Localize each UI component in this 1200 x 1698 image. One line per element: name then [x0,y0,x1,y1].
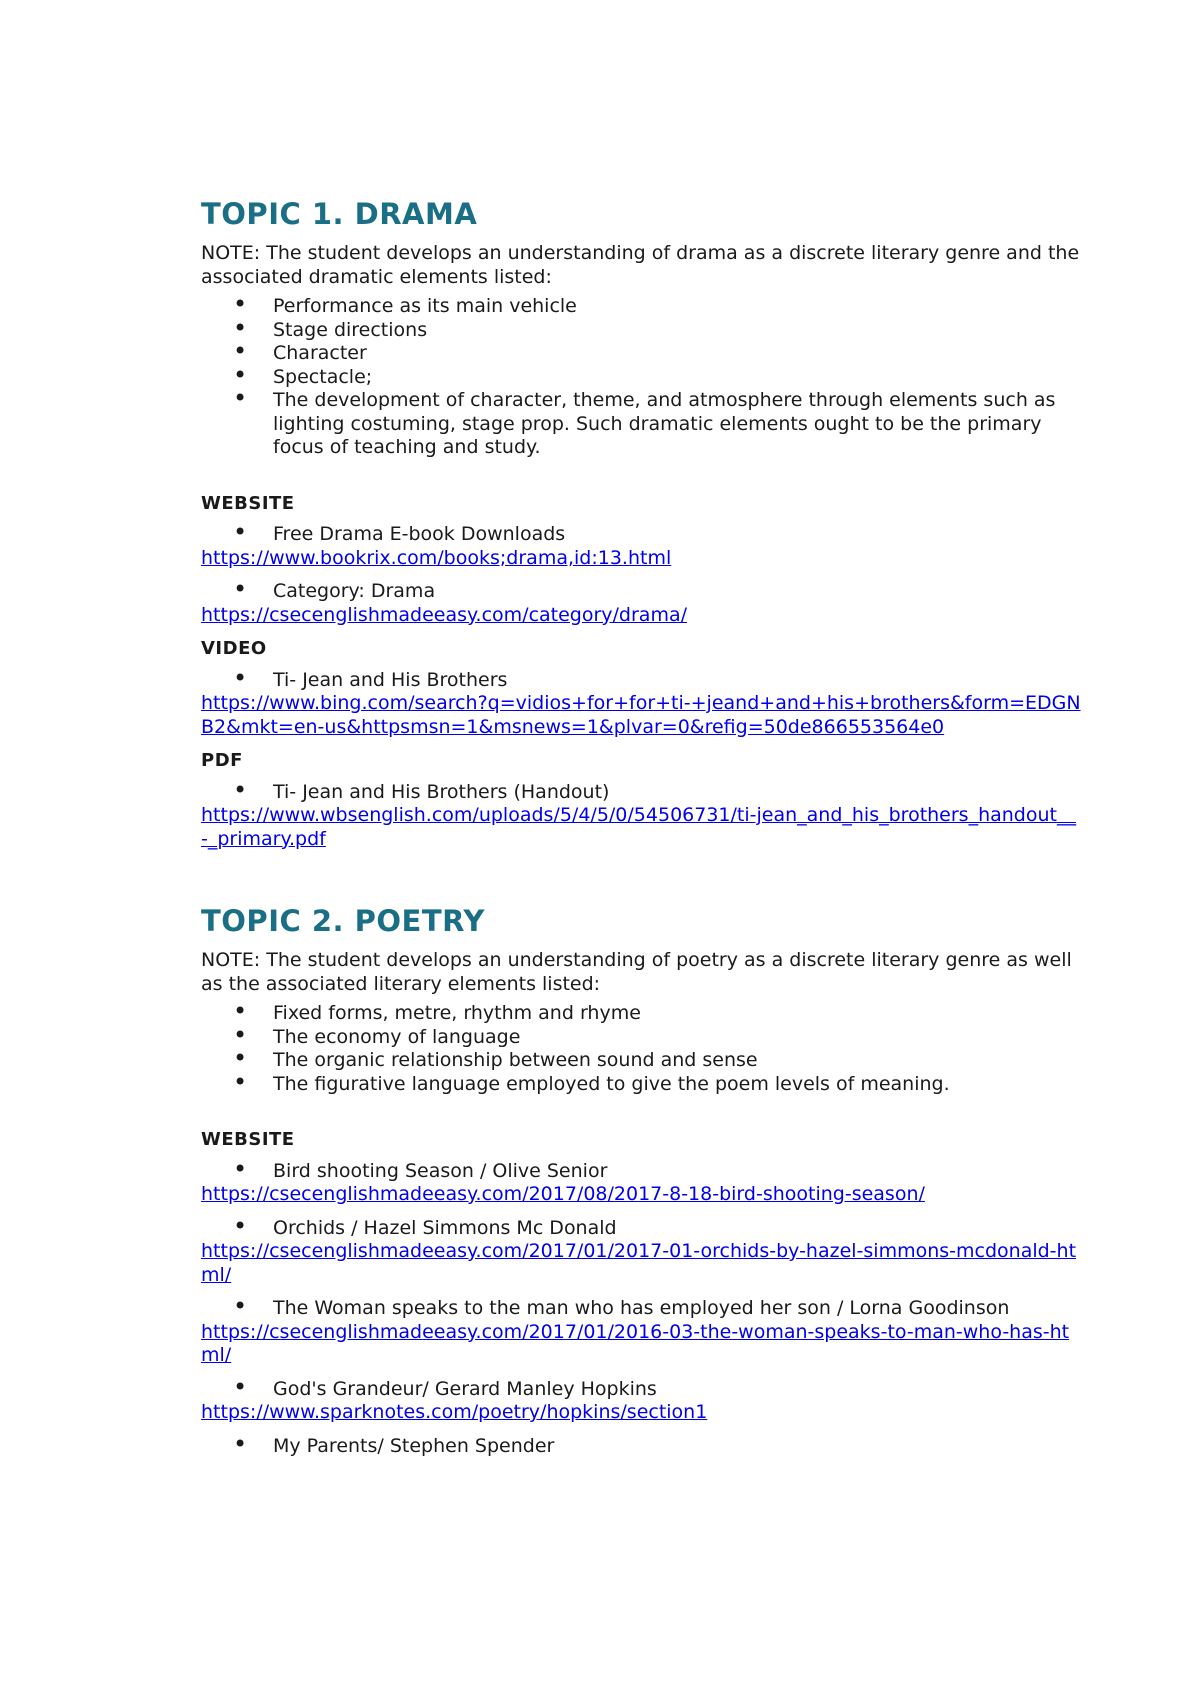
resource-item [201,1160,1081,1207]
resource-title: • The Woman speaks to the man who has employed her son / Lorna Goodinson [201,1297,1081,1321]
list-item: • Performance as its main vehicle [201,295,1081,319]
resource-title: • Bird shooting Season / Olive Senior [201,1160,1081,1184]
resource-item [201,1217,1081,1288]
topic-1-pdf-heading: PDF [201,750,243,771]
list-item: • The development of character, theme, and atmosphere through elements such as lighting costuming, stage prop. Such dramatic elements ought to be the primary focus of teaching and study. [201,389,1081,460]
resource-item [201,669,1081,740]
list-item: • The economy of language [201,1026,1081,1050]
resource-link[interactable]: https://csecenglishmadeeasy.com/2017/01/2016-03-the-woman-speaks-to-man-who-has-html/ [201,1320,1070,1366]
topic-1-elements-list [201,295,1081,460]
resource-link[interactable]: https://csecenglishmadeeasy.com/2017/01/2017-01-orchids-by-hazel-simmons-mcdonald-html/ [201,1240,1077,1286]
resource-title: • Category: Drama [201,580,1081,604]
resource-item [201,523,1081,570]
list-item: • The organic relationship between sound and sense [201,1049,1081,1073]
resource-title: • God's Grandeur/ Gerard Manley Hopkins [201,1378,1081,1402]
topic-2-title: TOPIC 2. POETRY [201,904,485,938]
topic-1-note: NOTE: The student develops an understanding of drama as a discrete literary genre and the associated dramatic elements listed: [201,242,1080,288]
topic-1-title: TOPIC 1. DRAMA [201,197,478,231]
resource-title: • Orchids / Hazel Simmons Mc Donald [201,1217,1081,1241]
resource-link[interactable]: https://csecenglishmadeeasy.com/2017/08/2017-8-18-bird-shooting-season/ [201,1183,925,1205]
topic-2-elements-list [201,1002,1081,1096]
list-item: • Fixed forms, metre, rhythm and rhyme [201,1002,1081,1026]
resource-link[interactable]: https://www.sparknotes.com/poetry/hopkins/section1 [201,1401,708,1423]
resource-link[interactable]: https://www.wbsenglish.com/uploads/5/4/5/0/54506731/ti-jean_and_his_brothers_handout__-_primary.pdf [201,804,1076,850]
resource-link[interactable]: https://www.bookrix.com/books;drama,id:13.html [201,546,672,569]
resource-link[interactable]: https://www.bing.com/search?q=vidios+for+for+ti-+jeand+and+his+brothers&form=EDGNB2&mkt=en-us&httpsmsn=1&msnews=1&plvar=0&refig=50de866553564e0 [201,692,1081,738]
resource-item [201,1435,1081,1459]
topic-2-website-heading: WEBSITE [201,1129,295,1150]
resource-title: • Free Drama E-book Downloads [201,523,1081,547]
topic-1-video-heading: VIDEO [201,638,267,659]
list-item: • Stage directions [201,319,1081,343]
resource-item [201,580,1081,627]
resource-link[interactable]: https://csecenglishmadeeasy.com/category/drama/ [201,603,688,626]
resource-item [201,1297,1081,1368]
resource-title: • Ti- Jean and His Brothers (Handout) [201,781,1081,805]
resource-item [201,1378,1081,1425]
resource-title: • My Parents/ Stephen Spender [201,1435,1081,1459]
list-item: • Spectacle; [201,366,1081,390]
list-item: • The figurative language employed to give the poem levels of meaning. [201,1073,1081,1097]
list-item: • Character [201,342,1081,366]
resource-item [201,781,1081,852]
document-page [201,196,1081,1468]
resource-title: • Ti- Jean and His Brothers [201,669,1081,693]
topic-1-website-heading: WEBSITE [201,492,295,514]
topic-2-note: NOTE: The student develops an understanding of poetry as a discrete literary genre as well as the associated literary elements listed: [201,949,1072,995]
